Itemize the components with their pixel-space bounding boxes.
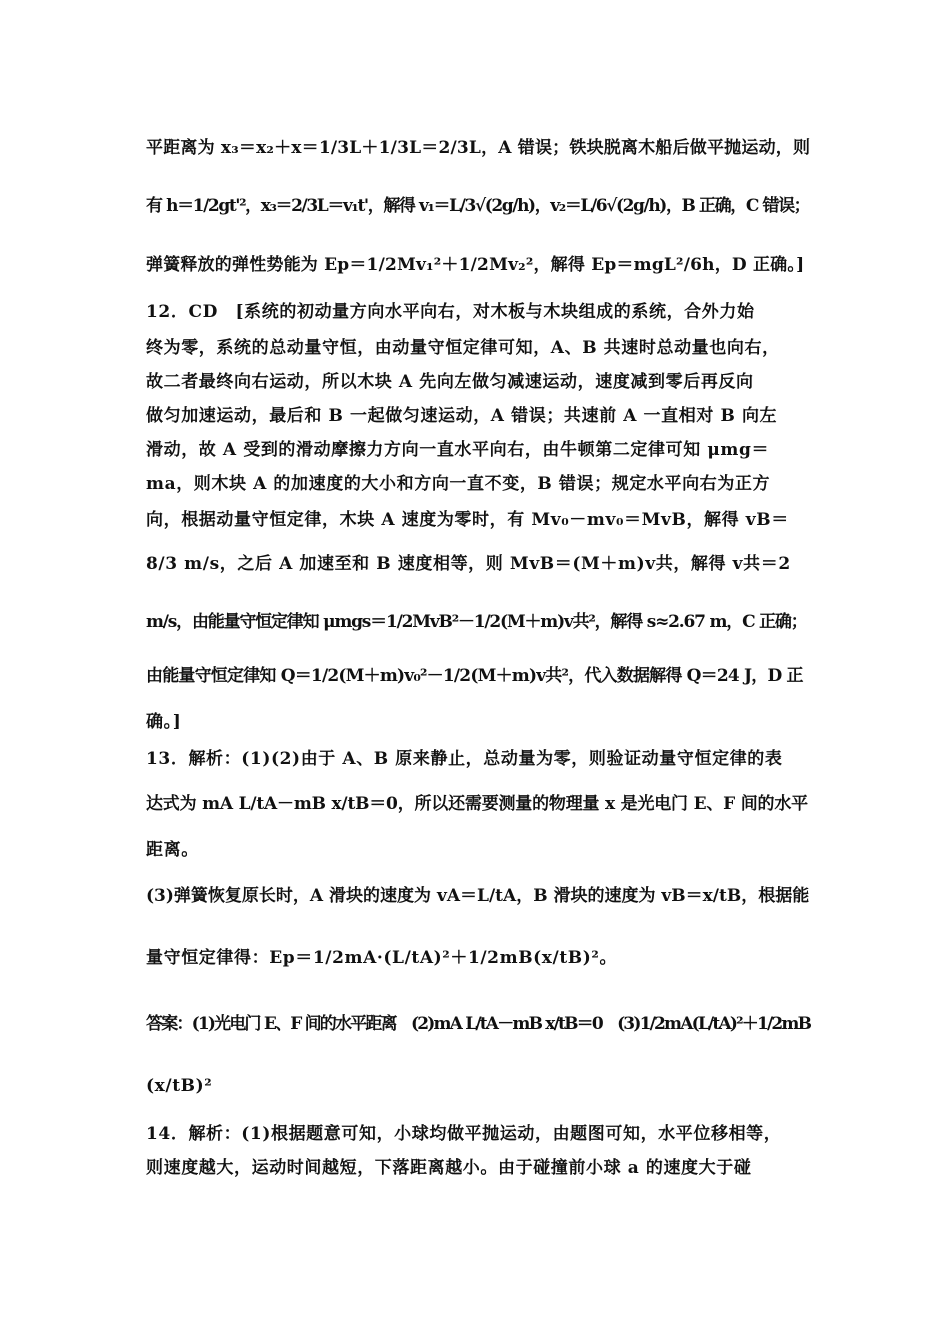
text-line-5: 终为零，系统的总动量守恒，由动量守恒定律可知，A、B 共速时总动量也向右， (146, 338, 780, 358)
text-line-3: 弹簧释放的弹性势能为 Ep＝1/2Mv₁²＋1/2Mv₂²，解得 Ep＝mgL²/6h，D 正确。] (146, 255, 805, 275)
text-line-4: 12．CD [系统的初动量方向水平向右，对木板与木块组成的系统，合外力始 (146, 302, 755, 322)
answer-line-2: (x/tB)² (146, 1076, 213, 1096)
text-line-14: 确。] (146, 712, 182, 732)
text-line-9: ma，则木块 A 的加速度的大小和方向一直不变，B 错误；规定水平向右为正方 (146, 474, 771, 494)
text-line-10: 向，根据动量守恒定律，木块 A 速度为零时，有 Mv₀－mv₀＝MvB，解得 vB＝ (146, 510, 789, 530)
text-line-7: 做匀加速运动，最后和 B 一起做匀速运动，A 错误；共速前 A 一直相对 B 向左 (146, 406, 778, 426)
answer-line-1: 答案：(1)光电门 E、F 间的水平距离 (2)mA L/tA－mB x/tB＝0 (3)1/2mA(L/tA)²＋1/2mB (146, 1014, 811, 1034)
text-line-22: 14．解析：(1)根据题意可知，小球均做平抛运动，由题图可知，水平位移相等， (146, 1124, 782, 1144)
text-line-16: 达式为 mA L/tA－mB x/tB＝0，所以还需要测量的物理量 x 是光电门 E、F 间的水平 (146, 794, 808, 814)
text-line-18: (3)弹簧恢复原长时，A 滑块的速度为 vA＝L/tA，B 滑块的速度为 vB＝x/tB，根据能 (146, 886, 810, 906)
text-line-11: 8/3 m/s，之后 A 加速至和 B 速度相等，则 MvB＝(M＋m)v共，解得 v共＝2 (146, 554, 791, 574)
text-line-15: 13．解析：(1)(2)由于 A、B 原来静止，总动量为零，则验证动量守恒定律的表 (146, 749, 783, 769)
text-line-23: 则速度越大，运动时间越短，下落距离越小。由于碰撞前小球 a 的速度大于碰 (146, 1158, 752, 1178)
text-line-1: 平距离为 x₃＝x₂＋x＝1/3L＋1/3L＝2/3L，A 错误；铁块脱离木船后做平抛运动，则 (146, 138, 811, 158)
text-line-17: 距离。 (146, 840, 199, 860)
text-line-2: 有 h＝1/2gt'²，x₃＝2/3L＝v₁t'，解得 v₁＝L/3√(2g/h)，v₂＝L/6√(2g/h)，B 正确，C 错误； (146, 196, 810, 216)
text-line-13: 由能量守恒定律知 Q＝1/2(M＋m)v₀²－1/2(M＋m)v共²，代入数据解得 Q＝24 J，D 正 (146, 666, 803, 686)
text-line-6: 故二者最终向右运动，所以木块 A 先向左做匀减速运动，速度减到零后再反向 (146, 372, 754, 392)
text-line-8: 滑动，故 A 受到的滑动摩擦力方向一直水平向右，由牛顿第二定律可知 μmg＝ (146, 440, 770, 460)
text-line-12: m/s，由能量守恒定律知 μmgs＝1/2MvB²－1/2(M＋m)v共²，解得 s≈2.67 m，C 正确； (146, 612, 807, 632)
text-line-19: 量守恒定律得：Ep＝1/2mA·(L/tA)²＋1/2mB(x/tB)²。 (146, 948, 618, 968)
